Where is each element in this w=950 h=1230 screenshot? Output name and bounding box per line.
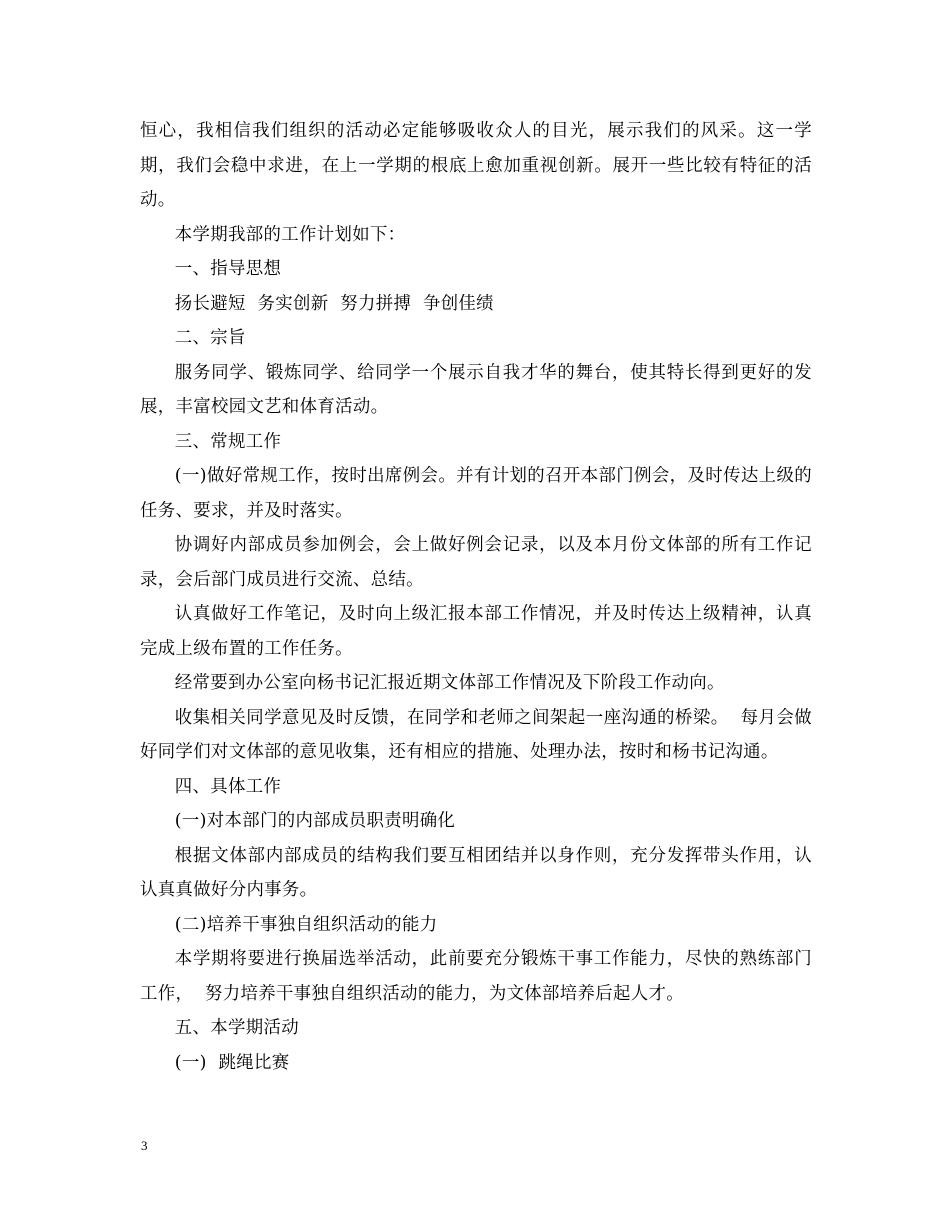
section-heading: 一、指导思想 xyxy=(174,259,282,279)
subsection-heading: (一)对本部门的内部成员职责明确化 xyxy=(174,811,456,831)
section-heading: 五、本学期活动 xyxy=(174,1018,299,1038)
paragraph: 本学期将要进行换届选举活动，此前要充分锻炼干事工作能力，尽快的熟练部门工作， 努力培养干事独自组织活动的能力，为文体部培养后起人才。 xyxy=(140,949,812,1004)
section-heading: 三、常规工作 xyxy=(174,431,282,452)
paragraph: 经常要到办公室向杨书记汇报近期文体部工作情况及下阶段工作动向。 xyxy=(174,673,725,693)
paragraph: 认真做好工作笔记，及时向上级汇报本部工作情况，并及时传达上级精神，认真完成上级布置的工作任务。 xyxy=(140,604,812,659)
paragraph: 恒心，我相信我们组织的活动必定能够吸收众人的目光，展示我们的风采。这一学期，我们会稳中求进，在上一学期的根底上愈加重视创新。展开一些比较有特征的活动。 xyxy=(140,121,812,210)
paragraph: (一)做好常规工作，按时出席例会。并有计划的召开本部门例会，及时传达上级的任务、要求，并及时落实。 xyxy=(140,466,812,521)
section-heading: 四、具体工作 xyxy=(174,776,282,797)
paragraph: 本学期我部的工作计划如下： xyxy=(174,224,406,245)
paragraph: 收集相关同学意见及时反馈，在同学和老师之间架起一座沟通的桥梁。 每月会做好同学们对文体部的意见收集，还有相应的措施、处理办法，按时和杨书记沟通。 xyxy=(140,707,812,762)
subsection-heading: (二)培养干事独自组织活动的能力 xyxy=(174,914,438,935)
paragraph: 根据文体部内部成员的结构我们要互相团结并以身作则，充分发挥带头作用，认认真真做好分内事务。 xyxy=(140,845,812,900)
page-number: 3 xyxy=(141,1138,148,1153)
paragraph: 扬长避短 务实创新 努力拼搏 争创佳绩 xyxy=(174,293,494,314)
subsection-heading: (一) 跳绳比赛 xyxy=(174,1052,290,1073)
document-body xyxy=(140,114,812,1080)
section-heading: 二、宗旨 xyxy=(174,328,246,348)
paragraph: 协调好内部成员参加例会，会上做好例会记录，以及本月份文体部的所有工作记录，会后部门成员进行交流、总结。 xyxy=(140,535,812,590)
paragraph: 服务同学、锻炼同学、给同学一个展示自我才华的舞台，使其特长得到更好的发展，丰富校园文艺和体育活动。 xyxy=(140,362,812,417)
